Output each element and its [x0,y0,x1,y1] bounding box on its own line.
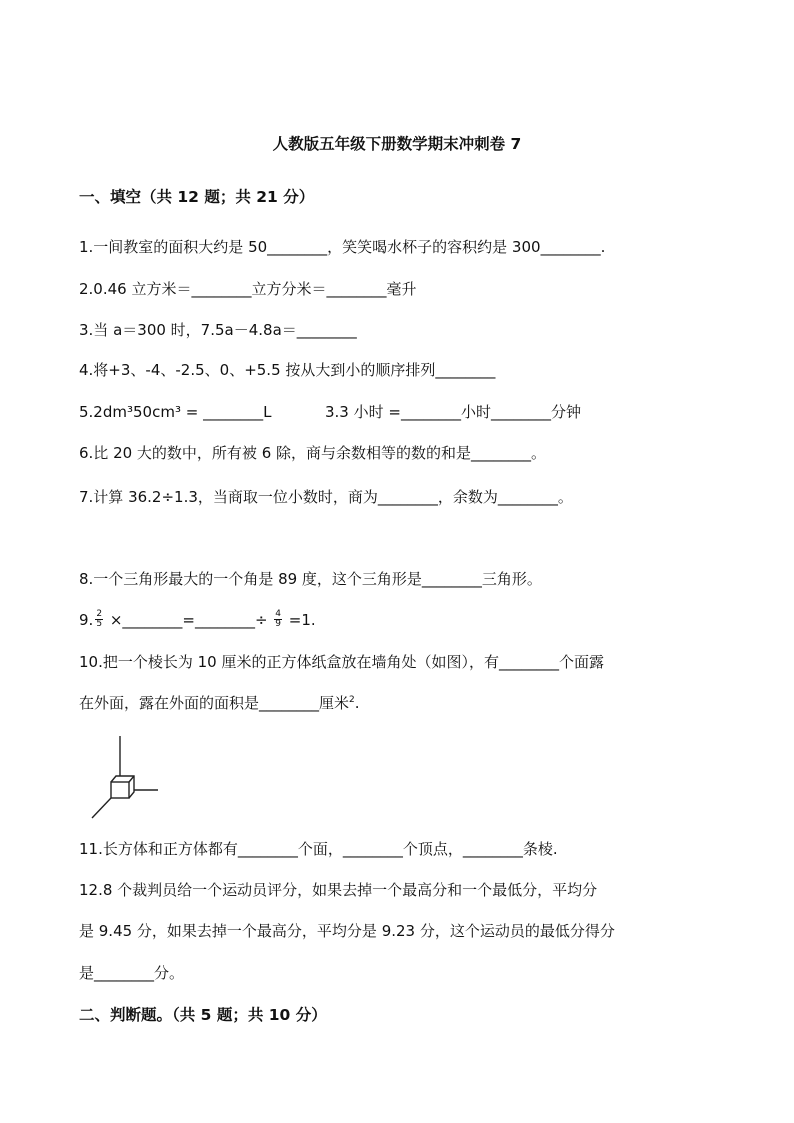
section-heading-fill-in: 一、填空（共 12 题；共 21 分） [79,188,315,206]
question-12-line-3: 是________分。 [79,964,185,982]
question-10-text: 在外面，露在外面的面积是________厘米 [79,694,350,712]
question-11: 11.长方体和正方体都有________个面，________个顶点，________条棱. [79,840,558,858]
question-10-line-2 [79,693,360,716]
question-9-suffix: =1. [284,611,316,629]
page-title: 人教版五年级下册数学期末冲刺卷 7 [272,135,522,153]
question-10-line-1: 10.把一个棱长为 10 厘米的正方体纸盒放在墙角处（如图），有________个面露 [79,653,604,671]
question-2: 2.0.46 立方米＝________立方分米＝________毫升 [79,280,417,298]
question-10-end: . [354,694,360,712]
wall-edge-diagonal [92,798,111,818]
fraction-denominator: 5 [96,619,103,629]
question-7: 7.计算 36.2÷1.3，当商取一位小数时，商为________，余数为________。 [79,488,573,506]
question-9-middle: ×________=________÷ [105,611,273,629]
fraction-numerator: 4 [275,609,282,619]
question-6: 6.比 20 大的数中，所有被 6 除，商与余数相等的数的和是________。 [79,444,547,462]
question-5-part2: 3.3 小时 =________小时________分钟 [324,403,581,421]
cube-edge [129,776,134,782]
question-3: 3.当 a＝300 时，7.5a－4.8a＝________ [79,321,357,339]
question-4: 4.将+3、-4、-2.5、0、+5.5 按从大到小的顺序排列________ [79,361,496,379]
superscript-two: 2 [349,695,355,705]
question-12-line-2: 是 9.45 分，如果去掉一个最高分，平均分是 9.23 分，这个运动员的最低分得分 [79,922,615,940]
fraction-denominator: 9 [275,619,282,629]
fraction-two-fifths [95,610,103,629]
fraction-numerator: 2 [96,609,103,619]
cube-front-face [111,782,129,798]
question-8: 8.一个三角形最大的一个角是 89 度，这个三角形是________三角形。 [79,570,542,588]
question-5 [79,402,581,422]
question-12-line-1: 12.8 个裁判员给一个运动员评分，如果去掉一个最高分和一个最低分，平均分 [79,881,598,899]
fraction-four-ninths [274,610,282,629]
question-1: 1.一间教室的面积大约是 50________，笑笑喝水杯子的容积约是 300________. [79,238,606,256]
question-9 [79,610,316,630]
question-9-prefix: 9. [79,611,94,629]
section-heading-true-false: 二、判断题。（共 5 题；共 10 分） [79,1006,327,1024]
question-5-part1: 5.2dm³50cm³ = ________L [79,403,272,421]
cube-in-corner-figure [88,732,160,822]
